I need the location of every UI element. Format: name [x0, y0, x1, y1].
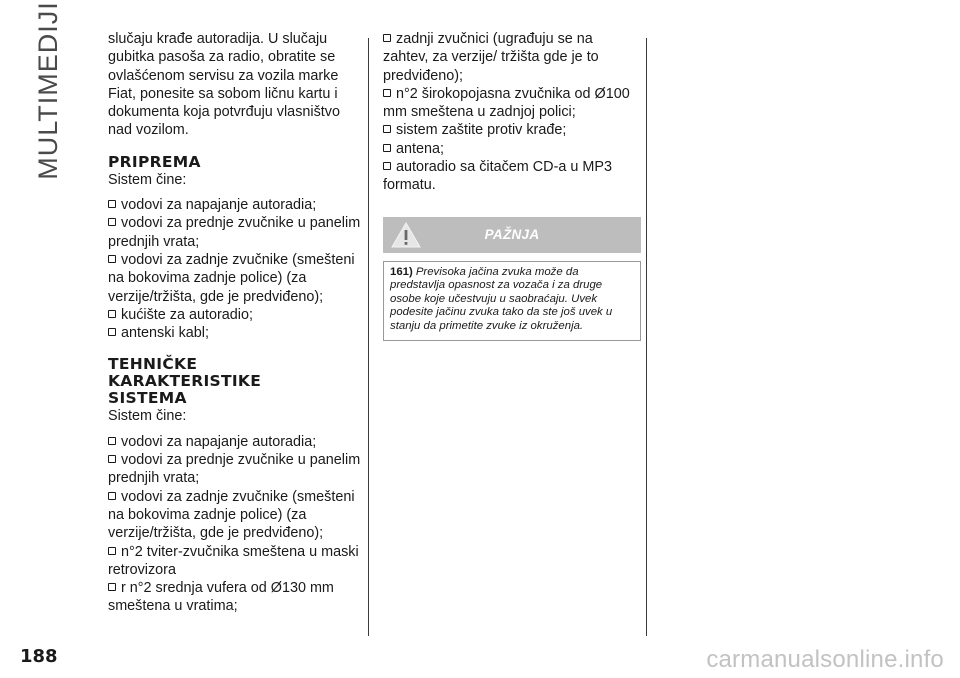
list-item: vodovi za napajanje autoradia; — [108, 433, 366, 451]
heading-tehnicke-karakteristike: TEHNIČKE KARAKTERISTIKE SISTEMA — [108, 355, 262, 408]
square-bullet-icon — [108, 437, 116, 445]
list-item: vodovi za zadnje zvučnike (smešteni na bokovima zadnje police) (za verzije/tržišta, gde je predviđeno); — [108, 488, 355, 542]
square-bullet-icon — [108, 328, 116, 336]
square-bullet-icon — [108, 255, 116, 263]
warning-box — [383, 261, 641, 341]
list-item: autoradio sa čitačem CD-a u MP3 formatu. — [383, 159, 612, 194]
section-title: MULTIMEDIJI — [32, 1, 63, 180]
list-item: vodovi za zadnje zvučnike (smešteni na bokovima zadnje police) (za verzije/tržišta, gde je predviđeno); — [108, 251, 355, 305]
column-divider-right — [646, 38, 647, 636]
list-item: antena; — [383, 140, 641, 158]
list-item: zadnji zvučnici (ugrađuju se na zahtev, za verzije/ tržišta gde je to predviđeno); — [383, 31, 599, 84]
list-item: vodovi za prednje zvučnike u panelim prednjih vrata; — [108, 452, 361, 487]
list-item: kućište za autoradio; — [108, 306, 366, 324]
square-bullet-icon — [383, 89, 391, 97]
list-item: antenski kabl; — [108, 324, 366, 342]
column-divider — [368, 38, 369, 636]
list-item: vodovi za prednje zvučnike u panelim prednjih vrata; — [108, 215, 361, 250]
lead-paragraph: Sistem čine: — [108, 408, 187, 425]
square-bullet-icon — [383, 162, 391, 170]
square-bullet-icon — [108, 310, 116, 318]
list-components — [383, 30, 641, 195]
list-item: n°2 širokopojasna zvučnika od Ø100 mm smeštena u zadnjoj polici; — [383, 85, 630, 121]
square-bullet-icon — [108, 492, 116, 500]
list-item: sistem zaštite protiv krađe; — [383, 121, 641, 139]
warning-text: Previsoka jačina zvuka može da predstavlja opasnost za vozača i za druge osobe koje učestvuju u saobraćaju. Uvek podesite jačinu zvuka tako da ste još uvek u stanju da primetite zvuke iz okruženja. — [390, 265, 613, 333]
left-column — [108, 30, 366, 616]
list-priprema — [108, 196, 366, 342]
list-item: r n°2 srednja vufera od Ø130 mm smeštena u vratima; — [108, 580, 334, 615]
list-tehnicke — [108, 433, 366, 616]
warning-header — [383, 217, 641, 253]
square-bullet-icon — [108, 218, 116, 226]
warning-number: 161) — [390, 265, 413, 278]
square-bullet-icon — [383, 125, 391, 133]
warning-title: PAŽNJA — [484, 226, 540, 242]
heading-priprema: PRIPREMA — [108, 152, 201, 171]
lead-paragraph: Sistem čine: — [108, 171, 187, 188]
square-bullet-icon — [108, 200, 116, 208]
square-bullet-icon — [383, 144, 391, 152]
square-bullet-icon — [383, 34, 391, 42]
intro-paragraph: slučaju krađe autoradija. U slučaju gubitka pasoša za radio, obratite se ovlašćenom servisu za vozila marke Fiat, ponesite sa sobom ličnu kartu i dokumenta koja potvrđuju vlasništvo nad vozilom. — [108, 31, 340, 139]
list-item: vodovi za napajanje autoradia; — [108, 196, 366, 214]
list-item: n°2 tviter-zvučnika smeštena u maski retrovizora — [108, 543, 359, 578]
square-bullet-icon — [108, 547, 116, 555]
page-number: 188 — [20, 646, 58, 667]
watermark: carmanualsonline.info — [706, 646, 944, 673]
square-bullet-icon — [108, 455, 116, 463]
right-column — [383, 30, 641, 341]
square-bullet-icon — [108, 583, 116, 591]
